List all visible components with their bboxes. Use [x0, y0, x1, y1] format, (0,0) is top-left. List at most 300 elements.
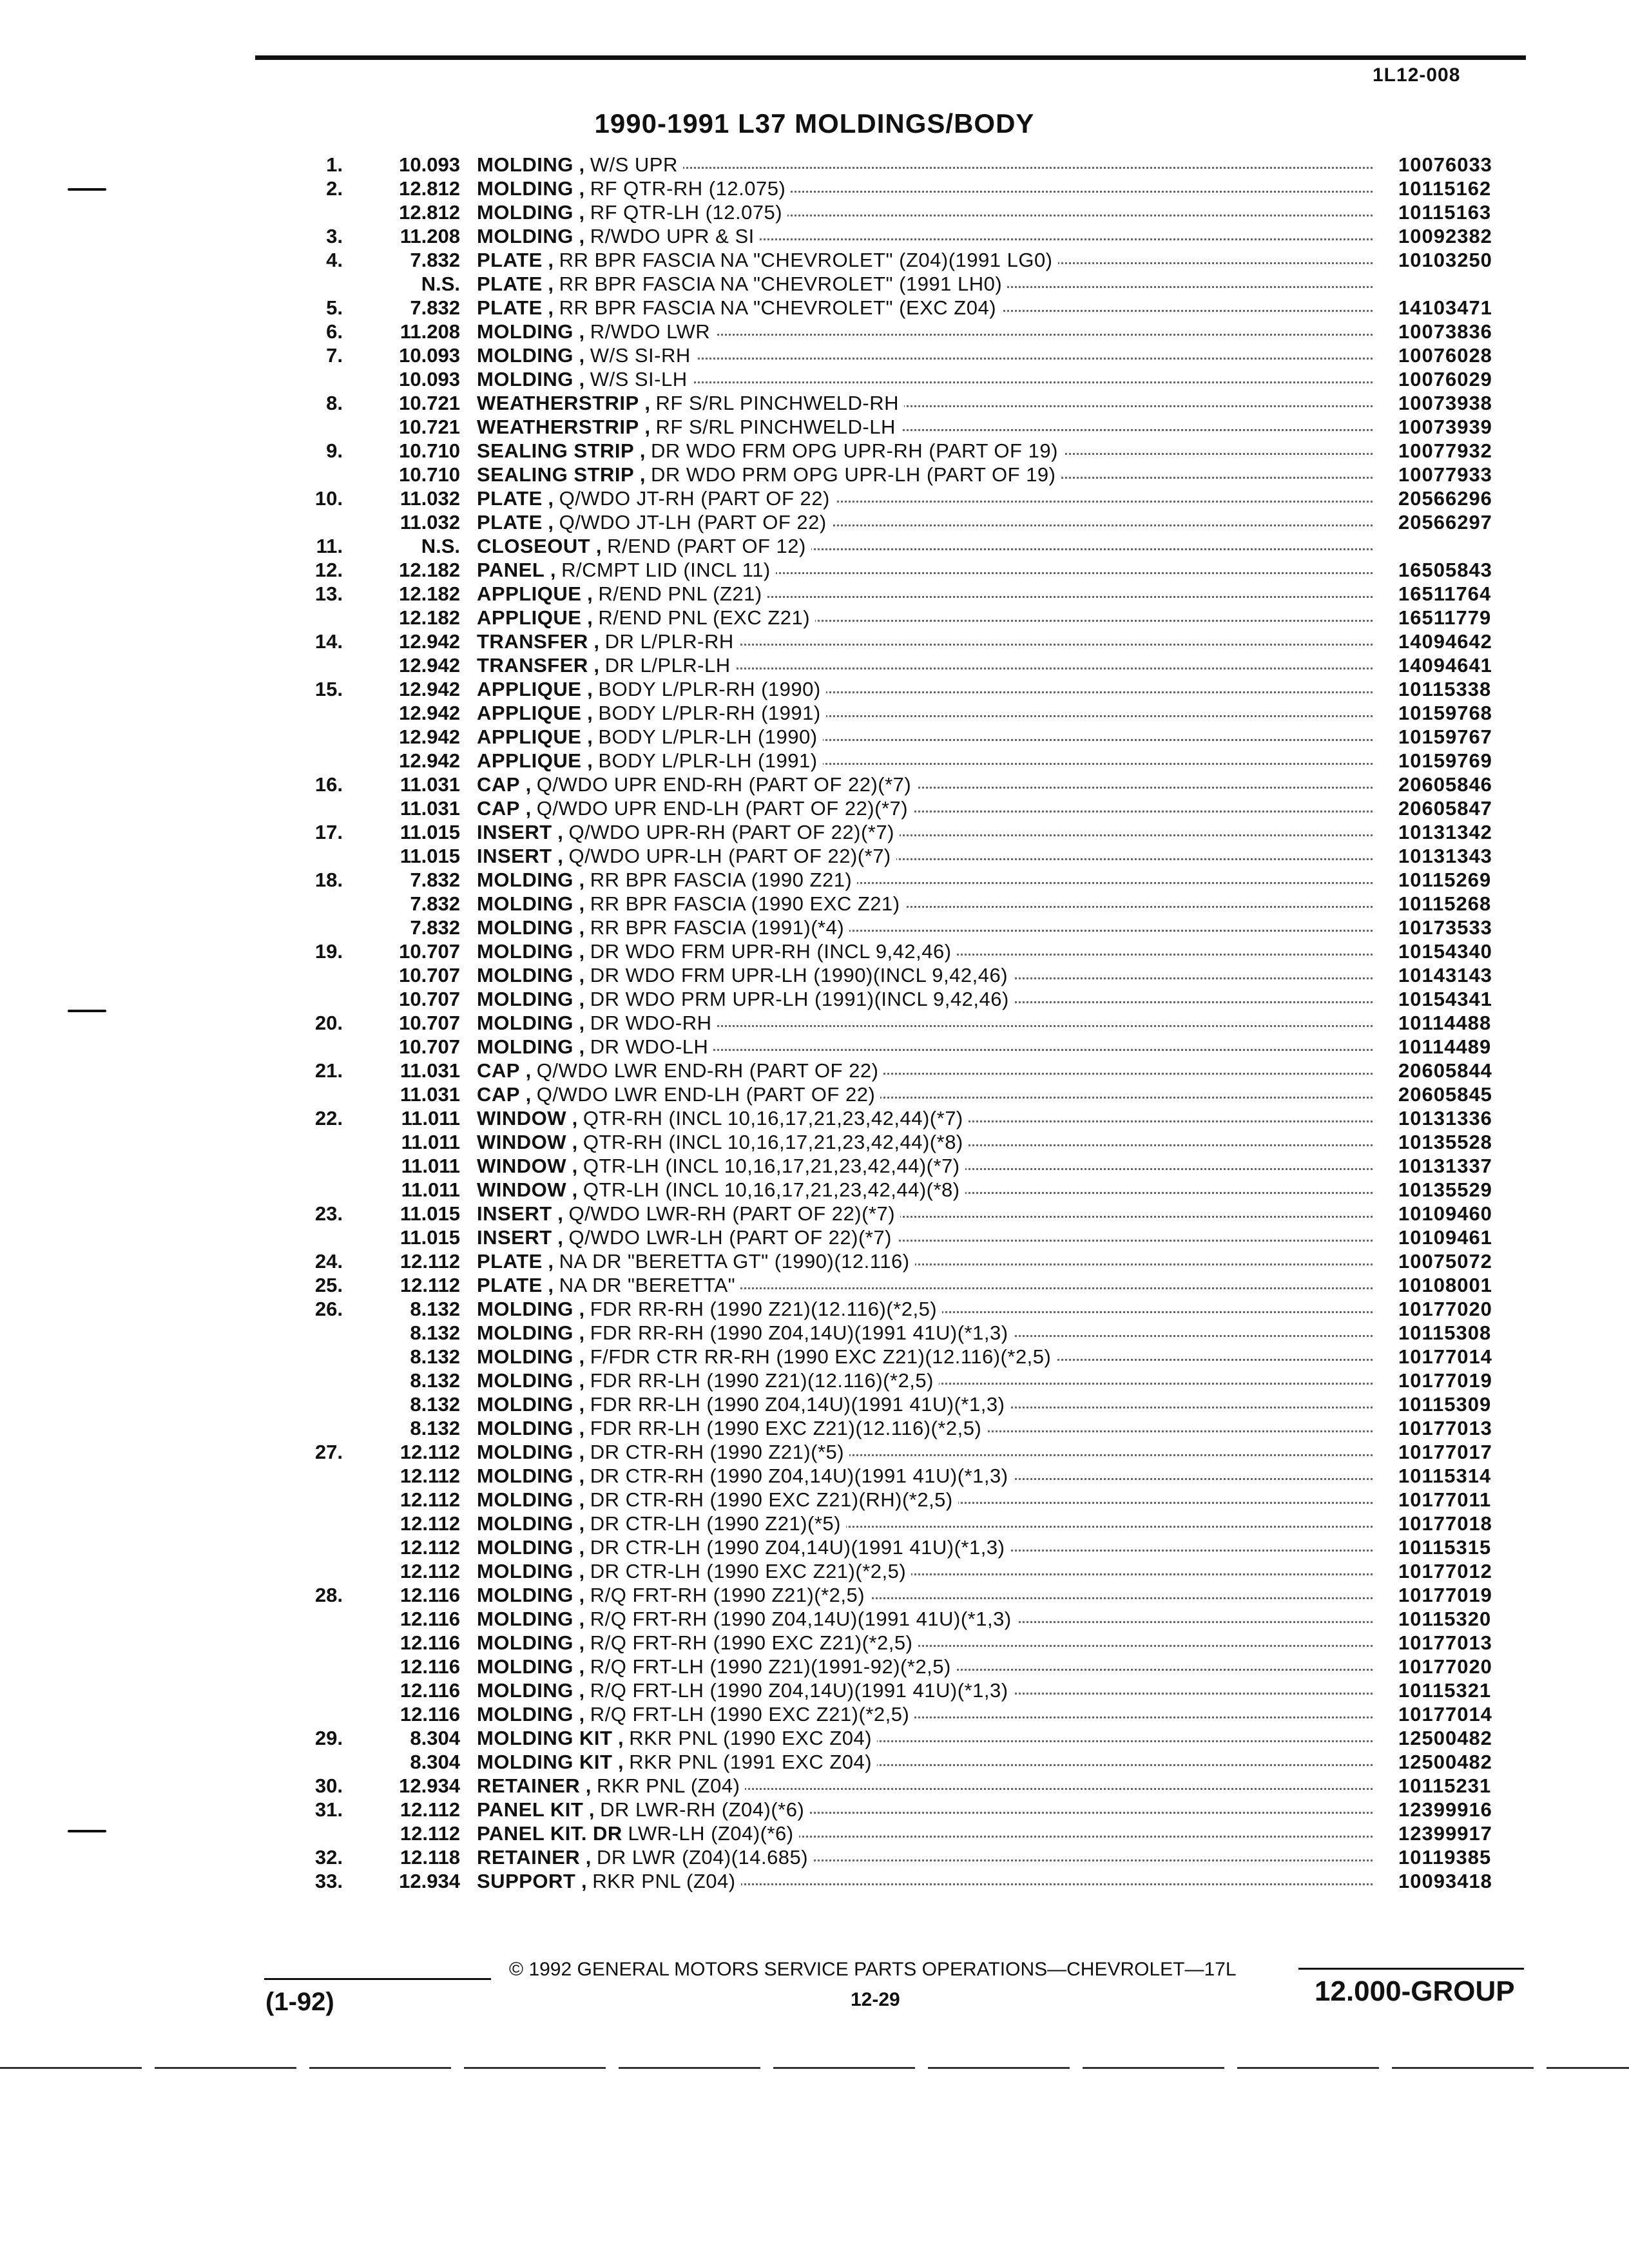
footer-rule-left	[264, 1978, 491, 1980]
part-number: 20605847	[1398, 797, 1492, 820]
part-detail: Q/WDO UPR-LH (PART OF 22)(*7)	[568, 845, 891, 867]
item-index: 7.	[326, 344, 343, 367]
separator: ,	[573, 916, 590, 939]
illustration-code: 11.208	[400, 320, 460, 343]
illustration-code: 10.093	[399, 344, 460, 367]
part-detail: Q/WDO LWR END-RH (PART OF 22)	[536, 1059, 879, 1082]
item-index: 14.	[314, 630, 343, 653]
part-name: INSERT	[477, 1226, 552, 1249]
separator: ,	[639, 416, 656, 438]
part-detail: Q/WDO JT-LH (PART OF 22)	[559, 511, 827, 533]
part-detail: R/END (PART OF 12)	[607, 535, 806, 557]
item-index: 24.	[314, 1250, 343, 1273]
part-detail: FDR RR-LH (1990 Z21)(12.116)(*2,5)	[590, 1369, 934, 1392]
illustration-code: 12.934	[399, 1870, 460, 1892]
illustration-code: 10.093	[399, 153, 460, 176]
item-index: 29.	[314, 1727, 343, 1749]
part-name: PLATE	[477, 296, 543, 319]
part-detail: R/WDO LWR	[590, 320, 711, 343]
part-detail: Q/WDO UPR END-LH (PART OF 22)(*7)	[536, 797, 909, 820]
table-row	[0, 817, 1629, 841]
item-index: 27.	[314, 1441, 343, 1463]
illustration-code: 8.132	[410, 1417, 460, 1439]
part-detail: RR BPR FASCIA NA "CHEVROLET" (EXC Z04)	[559, 296, 997, 319]
part-detail: R/END PNL (EXC Z21)	[598, 606, 811, 629]
part-name: MOLDING	[477, 1298, 574, 1320]
separator: ,	[634, 463, 651, 486]
separator: ,	[573, 892, 590, 915]
illustration-code: 12.942	[399, 630, 460, 653]
item-index: 31.	[314, 1798, 343, 1821]
part-number: 10109461	[1398, 1226, 1492, 1249]
part-name: APPLIQUE	[477, 582, 582, 605]
part-detail: DR WDO FRM UPR-LH (1990)(INCL 9,42,46)	[590, 964, 1008, 986]
part-number: 10115308	[1398, 1321, 1492, 1344]
part-detail: NA DR "BERETTA GT" (1990)(12.116)	[559, 1250, 910, 1273]
separator: ,	[588, 654, 605, 677]
table-row	[0, 340, 1629, 367]
part-detail: DR L/PLR-LH	[604, 654, 731, 677]
illustration-code: 7.832	[410, 892, 460, 915]
separator: ,	[634, 439, 651, 462]
part-name: MOLDING KIT	[477, 1727, 613, 1749]
illustration-code: 12.116	[400, 1631, 460, 1654]
part-detail: DR LWR (Z04)(14.685)	[597, 1846, 809, 1869]
item-index: 19.	[314, 940, 343, 963]
part-detail: BODY L/PLR-RH (1990)	[598, 678, 821, 700]
table-row	[0, 1556, 1629, 1580]
part-detail: DR WDO FRM UPR-RH (INCL 9,42,46)	[590, 940, 952, 963]
part-number: 10177019	[1398, 1584, 1492, 1606]
table-row	[0, 1771, 1629, 1797]
separator: ,	[552, 845, 569, 867]
part-name: MOLDING	[477, 1488, 574, 1511]
part-name: RETAINER	[477, 1774, 581, 1797]
separator: ,	[519, 773, 537, 796]
separator: ,	[581, 582, 599, 605]
separator: ,	[583, 1798, 601, 1821]
part-detail: RR BPR FASCIA NA "CHEVROLET" (Z04)(1991 LG0)	[559, 249, 1053, 271]
table-row	[0, 1437, 1629, 1461]
part-number: 10115338	[1398, 678, 1492, 700]
part-number: 10109460	[1398, 1202, 1492, 1225]
table-row	[0, 1818, 1629, 1845]
illustration-code: 12.112	[400, 1536, 460, 1559]
part-name: MOLDING KIT	[477, 1751, 613, 1773]
part-detail: DR CTR-RH (1990 EXC Z21)(RH)(*2,5)	[590, 1488, 953, 1511]
part-name: MOLDING	[477, 1679, 574, 1702]
table-row	[0, 1389, 1629, 1416]
table-row	[0, 1055, 1629, 1082]
separator: ,	[573, 869, 590, 891]
table-row	[0, 984, 1629, 1008]
part-detail: FDR RR-RH (1990 Z04,14U)(1991 41U)(*1,3)	[590, 1321, 1008, 1344]
part-number: 14094642	[1398, 630, 1492, 653]
part-name: WINDOW	[477, 1107, 567, 1129]
separator: ,	[612, 1751, 630, 1773]
part-number: 12500482	[1398, 1751, 1492, 1773]
illustration-code: 12.116	[400, 1703, 460, 1725]
table-row	[0, 841, 1629, 865]
part-name: MOLDING	[477, 1012, 574, 1034]
part-name: APPLIQUE	[477, 702, 582, 724]
part-name: PLATE	[477, 487, 543, 510]
item-index: 22.	[314, 1107, 343, 1129]
item-index: 1.	[326, 153, 343, 176]
separator: ,	[573, 1035, 590, 1058]
separator: ,	[588, 630, 605, 653]
item-index: 33.	[314, 1870, 343, 1892]
part-detail: DR LWR-RH (Z04)(*6)	[600, 1798, 805, 1821]
illustration-code: 12.112	[400, 1274, 460, 1296]
separator: ,	[573, 1512, 590, 1535]
table-row	[0, 1508, 1629, 1535]
illustration-code: 12.112	[400, 1798, 460, 1821]
part-name: MOLDING	[477, 320, 574, 343]
part-detail: DR WDO-RH	[590, 1012, 712, 1034]
table-row	[0, 1127, 1629, 1151]
illustration-code: 12.112	[400, 1560, 460, 1582]
part-number: 10159769	[1398, 749, 1492, 772]
part-number: 12399916	[1398, 1798, 1492, 1821]
part-detail: FDR RR-RH (1990 Z21)(12.116)(*2,5)	[590, 1298, 938, 1320]
separator: ,	[580, 1774, 597, 1797]
separator: ,	[519, 1059, 537, 1082]
part-detail: DR WDO-LH	[590, 1035, 709, 1058]
separator: ,	[566, 1155, 583, 1177]
separator: ,	[573, 988, 590, 1010]
part-number: 20566296	[1398, 487, 1492, 510]
part-number: 10075072	[1398, 1250, 1492, 1273]
part-number: 10143143	[1398, 964, 1492, 986]
item-index: 4.	[326, 249, 343, 271]
part-name: MOLDING	[477, 869, 574, 891]
part-detail: R/Q FRT-RH (1990 EXC Z21)(*2,5)	[590, 1631, 913, 1654]
part-number: 10115162	[1398, 177, 1492, 200]
separator: ,	[573, 225, 590, 247]
separator: ,	[573, 1465, 590, 1487]
part-name: TRANSFER	[477, 630, 588, 653]
part-detail: Q/WDO UPR END-RH (PART OF 22)(*7)	[536, 773, 912, 796]
illustration-code: 12.182	[399, 559, 460, 581]
part-name: MOLDING	[477, 1560, 574, 1582]
illustration-code: 11.011	[401, 1155, 460, 1177]
separator: ,	[573, 1298, 590, 1320]
separator: ,	[552, 1226, 569, 1249]
part-detail: Q/WDO JT-RH (PART OF 22)	[559, 487, 830, 510]
part-number: 10114489	[1398, 1035, 1492, 1058]
part-detail: QTR-LH (INCL 10,16,17,21,23,42,44)(*7)	[583, 1155, 960, 1177]
illustration-code: 10.721	[399, 392, 460, 414]
illustration-code: 12.112	[400, 1441, 460, 1463]
part-number: 10131343	[1398, 845, 1492, 867]
illustration-code: 11.032	[400, 511, 460, 533]
part-name: MOLDING	[477, 1417, 574, 1439]
item-index: 10.	[314, 487, 343, 510]
illustration-code: N.S.	[421, 273, 460, 295]
part-number: 10073836	[1398, 320, 1492, 343]
part-detail: BODY L/PLR-RH (1991)	[598, 702, 821, 724]
part-number: 10173533	[1398, 916, 1492, 939]
table-row	[0, 1461, 1629, 1485]
part-detail: RF S/RL PINCHWELD-RH	[655, 392, 899, 414]
separator: ,	[566, 1131, 583, 1153]
part-number: 10177020	[1398, 1298, 1492, 1320]
table-row	[0, 1532, 1629, 1559]
part-detail: DR L/PLR-RH	[604, 630, 734, 653]
part-detail: BODY L/PLR-LH (1990)	[598, 726, 818, 748]
item-index: 30.	[314, 1774, 343, 1797]
part-number: 20605845	[1398, 1083, 1492, 1106]
part-name: MOLDING	[477, 892, 574, 915]
illustration-code: 8.304	[410, 1751, 460, 1773]
separator: ,	[581, 726, 599, 748]
part-detail: RKR PNL (Z04)	[597, 1774, 740, 1797]
illustration-code: 11.031	[400, 1083, 460, 1106]
part-number: 10103250	[1398, 249, 1492, 271]
part-detail: QTR-LH (INCL 10,16,17,21,23,42,44)(*8)	[583, 1178, 960, 1201]
separator: ,	[573, 940, 590, 963]
table-row	[0, 1246, 1629, 1273]
table-row	[0, 316, 1629, 343]
table-row	[0, 293, 1629, 319]
part-number: 10177018	[1398, 1512, 1492, 1535]
illustration-code: 12.812	[399, 201, 460, 224]
separator: ,	[573, 1369, 590, 1392]
separator: ,	[580, 1846, 597, 1869]
part-detail: RR BPR FASCIA (1990 EXC Z21)	[590, 892, 900, 915]
part-name: MOLDING	[477, 1393, 574, 1416]
part-number: 10108001	[1398, 1274, 1492, 1296]
part-number: 10115163	[1398, 201, 1492, 224]
separator: ,	[581, 606, 599, 629]
table-row	[0, 889, 1629, 915]
part-name: MOLDING	[477, 1655, 574, 1678]
item-index: 17.	[314, 821, 343, 843]
illustration-code: 12.116	[400, 1608, 460, 1630]
part-name: MOLDING	[477, 225, 574, 247]
separator: ,	[542, 296, 559, 319]
part-name: MOLDING	[477, 201, 574, 224]
part-name: SUPPORT	[477, 1870, 576, 1892]
separator: ,	[566, 1107, 583, 1129]
illustration-code: 11.031	[400, 1059, 460, 1082]
illustration-code: 10.707	[399, 940, 460, 963]
table-row	[0, 1103, 1629, 1127]
part-detail: DR WDO PRM UPR-LH (1991)(INCL 9,42,46)	[590, 988, 1009, 1010]
table-row	[0, 149, 1629, 176]
separator: ,	[575, 1870, 593, 1892]
part-detail: DR CTR-LH (1990 Z04,14U)(1991 41U)(*1,3)	[590, 1536, 1005, 1559]
illustration-code: 12.112	[400, 1512, 460, 1535]
illustration-code: 12.118	[400, 1846, 460, 1869]
part-number: 10115314	[1398, 1465, 1492, 1487]
illustration-code: 11.031	[400, 797, 460, 820]
table-row	[0, 1628, 1629, 1654]
separator: ,	[573, 1488, 590, 1511]
part-number: 10115268	[1398, 892, 1492, 915]
separator: ,	[573, 1679, 590, 1702]
part-detail: FDR RR-LH (1990 EXC Z21)(12.116)(*2,5)	[590, 1417, 982, 1439]
part-name: PANEL KIT	[477, 1798, 584, 1821]
separator: ,	[552, 821, 569, 843]
item-index: 23.	[314, 1202, 343, 1225]
separator: ,	[581, 749, 599, 772]
part-number: 10076029	[1398, 368, 1492, 390]
table-row	[0, 1198, 1629, 1225]
table-row	[0, 1413, 1629, 1437]
part-name: MOLDING	[477, 988, 574, 1010]
part-detail: NA DR "BERETTA"	[559, 1274, 736, 1296]
table-row	[0, 1365, 1629, 1392]
part-detail: R/Q FRT-LH (1990 Z04,14U)(1991 41U)(*1,3)	[590, 1679, 1008, 1702]
illustration-code: 12.942	[399, 749, 460, 772]
part-name: APPLIQUE	[477, 678, 582, 700]
part-name: CLOSEOUT	[477, 535, 591, 557]
part-name: SEALING STRIP	[477, 439, 635, 462]
part-detail: RKR PNL (1990 EXC Z04)	[629, 1727, 872, 1749]
part-number: 10131336	[1398, 1107, 1492, 1129]
part-name: APPLIQUE	[477, 726, 582, 748]
part-number: 10177014	[1398, 1345, 1492, 1368]
part-detail: R/Q FRT-LH (1990 Z21)(1991-92)(*2,5)	[590, 1655, 951, 1678]
table-row	[0, 1079, 1629, 1106]
illustration-code: 10.707	[399, 988, 460, 1010]
part-number: 10177013	[1398, 1417, 1492, 1439]
separator: ,	[573, 1655, 590, 1678]
part-detail: RF QTR-LH (12.075)	[590, 201, 783, 224]
table-row	[0, 1866, 1629, 1890]
part-number: 10154341	[1398, 988, 1492, 1010]
table-row	[0, 1485, 1629, 1511]
table-row	[0, 1270, 1629, 1294]
separator: ,	[573, 964, 590, 986]
table-row	[0, 1222, 1629, 1249]
separator: ,	[573, 1417, 590, 1439]
table-row	[0, 436, 1629, 462]
table-row	[0, 1294, 1629, 1318]
table-row	[0, 1699, 1629, 1723]
part-name: RETAINER	[477, 1846, 581, 1869]
item-index: 15.	[314, 678, 343, 700]
illustration-code: 12.116	[400, 1679, 460, 1702]
part-detail: RKR PNL (1991 EXC Z04)	[629, 1751, 872, 1773]
illustration-code: 8.132	[410, 1321, 460, 1344]
illustration-code: 8.304	[410, 1727, 460, 1749]
part-name: CAP	[477, 797, 520, 820]
separator: ,	[573, 201, 590, 224]
table-row	[0, 698, 1629, 722]
part-name: TRANSFER	[477, 654, 588, 677]
illustration-code: 10.710	[399, 439, 460, 462]
table-row	[0, 507, 1629, 531]
separator: ,	[542, 249, 559, 271]
part-name: MOLDING	[477, 344, 574, 367]
part-detail: R/Q FRT-RH (1990 Z04,14U)(1991 41U)(*1,3)	[590, 1608, 1012, 1630]
illustration-code: 8.132	[410, 1369, 460, 1392]
table-row	[0, 1580, 1629, 1604]
part-detail: RR BPR FASCIA (1991)(*4)	[590, 916, 845, 939]
part-number: 10135529	[1398, 1178, 1492, 1201]
parts-list	[0, 149, 1629, 1890]
separator: ,	[581, 702, 599, 724]
part-number: 10115315	[1398, 1536, 1492, 1559]
illustration-code: 10.710	[399, 463, 460, 486]
table-row	[0, 197, 1629, 224]
table-row	[0, 531, 1629, 555]
separator: ,	[542, 1274, 559, 1296]
separator: ,	[573, 1441, 590, 1463]
part-number: 10077933	[1398, 463, 1492, 486]
illustration-code: 10.721	[399, 416, 460, 438]
separator: ,	[573, 1608, 590, 1630]
part-name: MOLDING	[477, 916, 574, 939]
separator: ,	[573, 1560, 590, 1582]
part-detail: R/END PNL (Z21)	[598, 582, 762, 605]
illustration-code: 12.942	[399, 678, 460, 700]
part-name: WEATHERSTRIP	[477, 392, 639, 414]
part-detail: RR BPR FASCIA NA "CHEVROLET" (1991 LH0)	[559, 273, 1003, 295]
part-name: MOLDING	[477, 1631, 574, 1654]
illustration-code: 11.015	[400, 1226, 460, 1249]
part-name: INSERT	[477, 1202, 552, 1225]
table-row	[0, 1318, 1629, 1344]
separator: ,	[542, 511, 559, 533]
table-row	[0, 388, 1629, 412]
part-detail: QTR-RH (INCL 10,16,17,21,23,42,44)(*7)	[583, 1107, 963, 1129]
part-name: WINDOW	[477, 1155, 567, 1177]
part-name: PLATE	[477, 1274, 543, 1296]
part-name: MOLDING	[477, 940, 574, 963]
illustration-code: 10.707	[399, 1012, 460, 1034]
part-detail: Q/WDO UPR-RH (PART OF 22)(*7)	[568, 821, 894, 843]
item-index: 8.	[326, 392, 343, 414]
table-row	[0, 1794, 1629, 1821]
part-number: 10135528	[1398, 1131, 1492, 1153]
illustration-code: 10.707	[399, 1035, 460, 1058]
part-name: PLATE	[477, 273, 543, 295]
table-row	[0, 674, 1629, 698]
illustration-code: 8.132	[410, 1298, 460, 1320]
part-name: APPLIQUE	[477, 606, 582, 629]
part-name: WINDOW	[477, 1178, 567, 1201]
table-row	[0, 1151, 1629, 1175]
part-detail: Q/WDO LWR-LH (PART OF 22)(*7)	[568, 1226, 892, 1249]
part-number: 10131342	[1398, 821, 1492, 843]
separator: ,	[545, 559, 562, 581]
illustration-code: 11.015	[400, 821, 460, 843]
table-row	[0, 1723, 1629, 1747]
item-index: 13.	[314, 582, 343, 605]
top-rule	[255, 55, 1526, 60]
part-number: 10159767	[1398, 726, 1492, 748]
separator: ,	[542, 1250, 559, 1273]
part-number: 10177011	[1398, 1488, 1492, 1511]
table-row	[0, 173, 1629, 200]
illustration-code: 12.112	[400, 1250, 460, 1273]
separator: ,	[573, 1536, 590, 1559]
part-detail: R/Q FRT-LH (1990 EXC Z21)(*2,5)	[590, 1703, 910, 1725]
item-index: 12.	[314, 559, 343, 581]
part-name: CAP	[477, 773, 520, 796]
illustration-code: 12.942	[399, 702, 460, 724]
part-number: 10073938	[1398, 392, 1492, 414]
illustration-code: 7.832	[410, 869, 460, 891]
part-name: PLATE	[477, 511, 543, 533]
part-number: 10115269	[1398, 869, 1492, 891]
separator: ,	[573, 1345, 590, 1368]
illustration-code: 11.031	[400, 773, 460, 796]
